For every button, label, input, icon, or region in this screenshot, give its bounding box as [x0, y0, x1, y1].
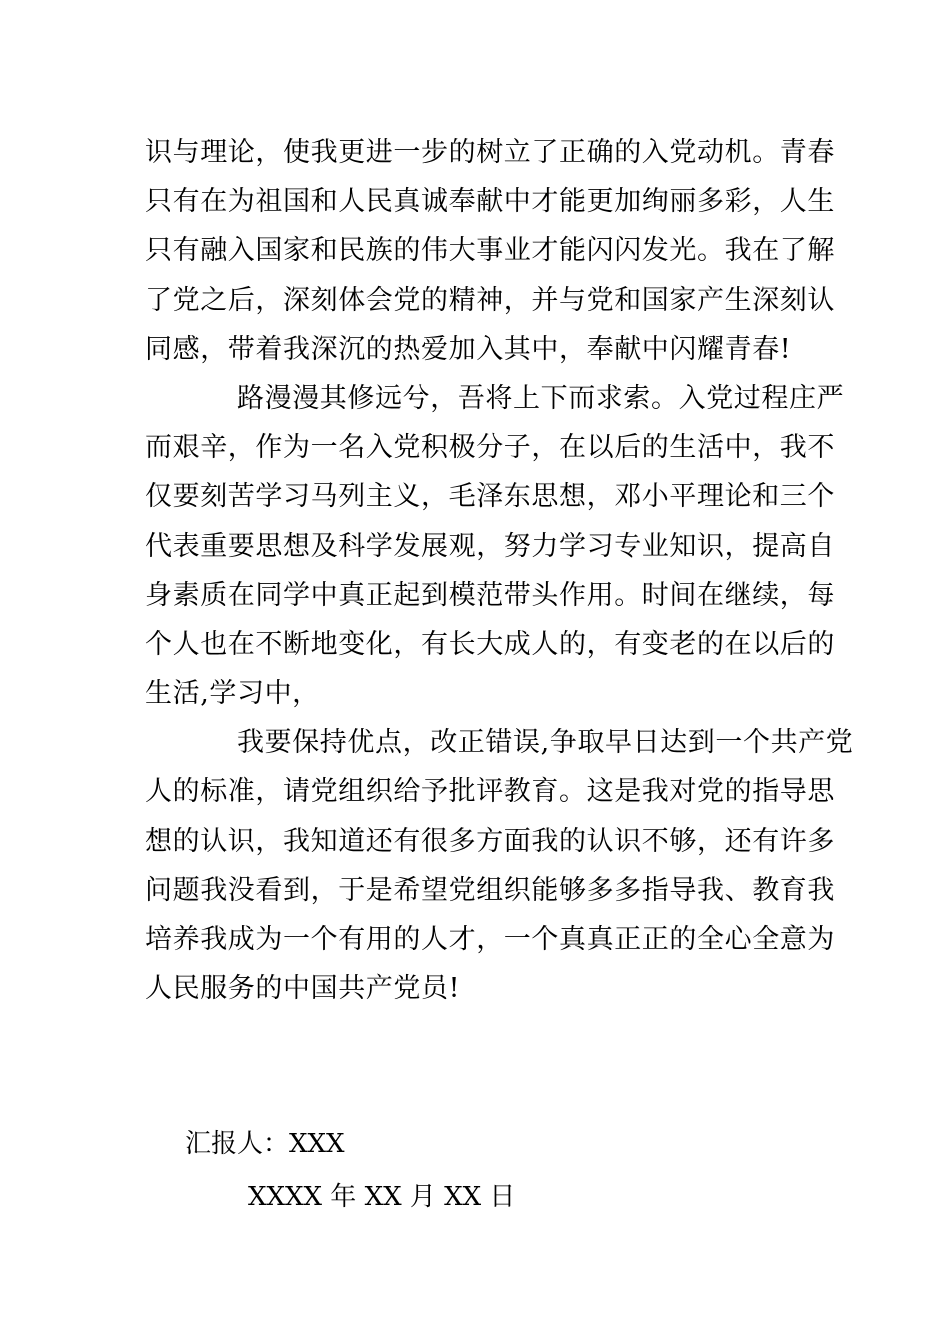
- paragraph-line: 个人也在不断地变化，有长大成人的，有变老的在以后的: [145, 628, 835, 660]
- paragraph-line: 仅要刻苦学习马列主义，毛泽东思想，邓小平理论和三个: [145, 481, 835, 513]
- report-date: XXXX 年 XX 月 XX 日: [248, 1182, 516, 1212]
- paragraph-line: 生活,学习中，: [145, 678, 320, 710]
- signature-line: 汇报人：XXX: [185, 1129, 345, 1159]
- paragraph-line: 培养我成为一个有用的人才，一个真真正正的全心全意为: [145, 924, 835, 955]
- paragraph-line: 而艰辛，作为一名入党积极分子，在以后的生活中，我不: [145, 432, 835, 464]
- paragraph-line: 了党之后，深刻体会党的精神，并与党和国家产生深刻认: [145, 284, 835, 316]
- paragraph-line: 人的标准，请党组织给予批评教育。这是我对党的指导思: [145, 776, 835, 808]
- paragraph-line: 只有在为祖国和人民真诚奉献中才能更加绚丽多彩，人生: [145, 186, 835, 218]
- paragraph-line: 识与理论，使我更进一步的树立了正确的入党动机。青春: [145, 137, 835, 168]
- paragraph-line: 我要保持优点，改正错误,争取早日达到一个共产党: [237, 727, 854, 759]
- report-body: [145, 128, 854, 1013]
- paragraph-line: 路漫漫其修远兮，吾将上下而求索。入党过程庄严: [237, 382, 845, 414]
- paragraph-line: 同感，带着我深沉的热爱加入其中，奉献中闪耀青春!: [145, 333, 792, 365]
- paragraph-line: 只有融入国家和民族的伟大事业才能闪闪发光。我在了解: [145, 235, 835, 267]
- paragraph-line: 身素质在同学中真正起到模范带头作用。时间在继续，每: [145, 579, 835, 611]
- paragraph-line: 代表重要思想及科学发展观，努力学习专业知识，提高自: [145, 530, 835, 562]
- paragraph-line: 人民服务的中国共产党员!: [145, 973, 461, 1005]
- paragraph-line: 问题我没看到，于是希望党组织能够多多指导我、教育我: [145, 874, 835, 906]
- paragraph-line: 想的认识，我知道还有很多方面我的认识不够，还有许多: [145, 825, 835, 857]
